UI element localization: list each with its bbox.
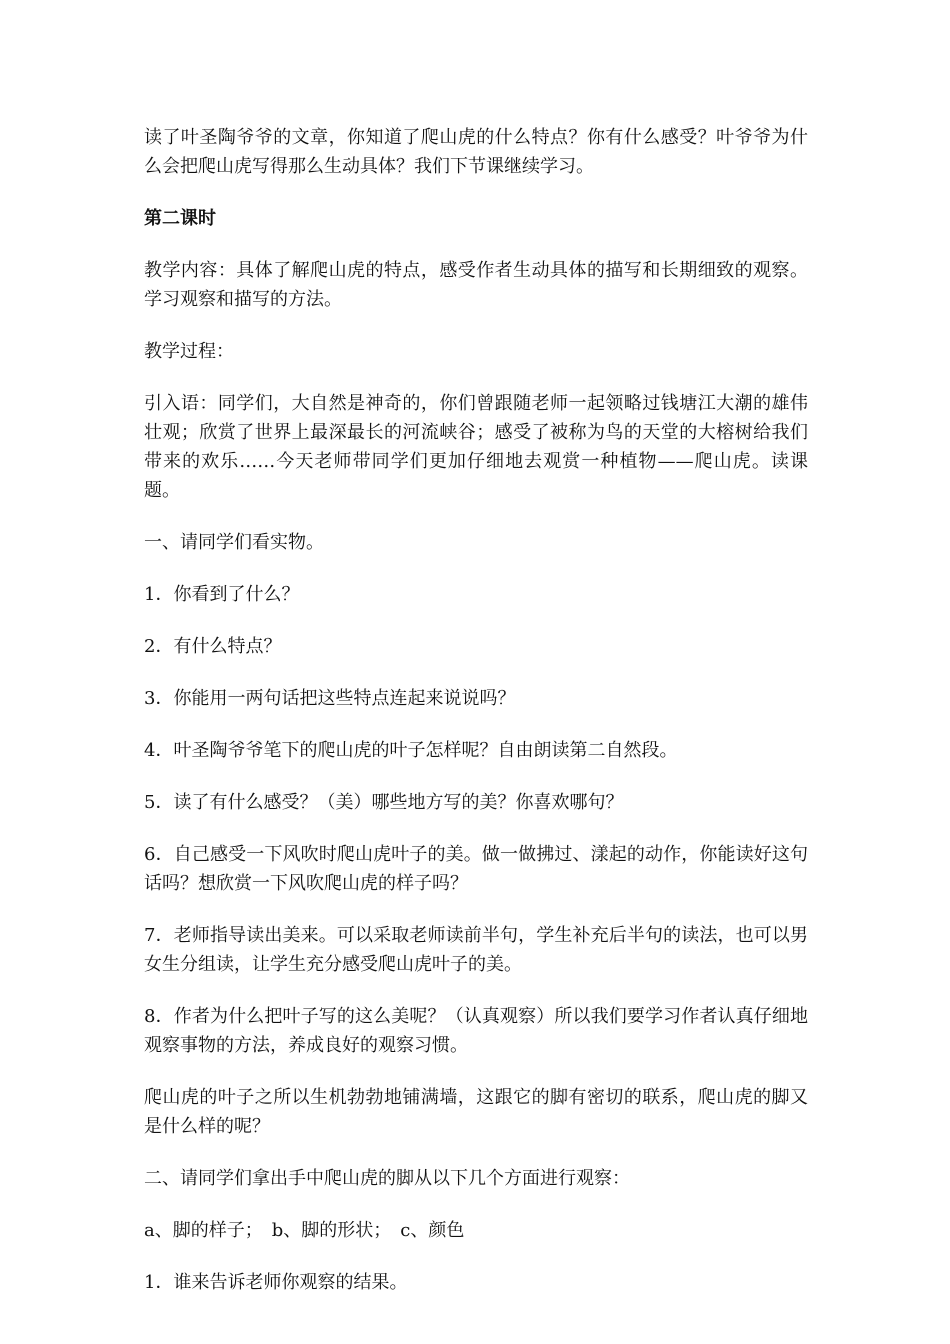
observation-aspects: a、脚的样子； b、脚的形状； c、颜色 xyxy=(144,1220,465,1241)
paragraph-transition: 爬山虎的叶子之所以生机勃勃地铺满墙，这跟它的脚有密切的联系，爬山虎的脚又是什么样的呢？ xyxy=(144,1087,808,1137)
list-item-observation-1: 1．谁来告诉老师你观察的结果。 xyxy=(144,1272,408,1293)
section-heading-lesson-two: 第二课时 xyxy=(144,208,216,229)
paragraph-teaching-content: 教学内容：具体了解爬山虎的特点，感受作者生动具体的描写和长期细致的观察。学习观察和描写的方法。 xyxy=(144,260,808,310)
list-item-5: 5．读了有什么感受？（美）哪些地方写的美？你喜欢哪句？ xyxy=(144,792,624,813)
document-body xyxy=(144,123,808,1320)
section-one-heading: 一、请同学们看实物。 xyxy=(144,532,324,553)
list-item-2: 2．有什么特点？ xyxy=(144,636,282,657)
paragraph-intro-summary: 读了叶圣陶爷爷的文章，你知道了爬山虎的什么特点？你有什么感受？叶爷爷为什么会把爬山虎写得那么生动具体？我们下节课继续学习。 xyxy=(144,127,808,177)
paragraph-teaching-process: 教学过程： xyxy=(144,341,234,362)
paragraph-introduction: 引入语：同学们，大自然是神奇的，你们曾跟随老师一起领略过钱塘江大潮的雄伟壮观；欣赏了世界上最深最长的河流峡谷；感受了被称为鸟的天堂的大榕树给我们带来的欢乐……今天老师带同学们更加仔细地去观赏一种植物——爬山虎。读课题。 xyxy=(144,393,808,501)
list-item-1: 1．你看到了什么？ xyxy=(144,584,300,605)
list-item-8: 8．作者为什么把叶子写的这么美呢？（认真观察）所以我们要学习作者认真仔细地观察事物的方法，养成良好的观察习惯。 xyxy=(144,1006,808,1056)
list-item-4: 4．叶圣陶爷爷笔下的爬山虎的叶子怎样呢？自由朗读第二自然段。 xyxy=(144,740,678,761)
section-two-heading: 二、请同学们拿出手中爬山虎的脚从以下几个方面进行观察： xyxy=(144,1168,630,1189)
list-item-7: 7．老师指导读出美来。可以采取老师读前半句，学生补充后半句的读法，也可以男女生分组读，让学生充分感受爬山虎叶子的美。 xyxy=(144,925,808,975)
list-item-6: 6．自己感受一下风吹时爬山虎叶子的美。做一做拂过、漾起的动作，你能读好这句话吗？想欣赏一下风吹爬山虎的样子吗？ xyxy=(144,844,808,894)
list-item-3: 3．你能用一两句话把这些特点连起来说说吗？ xyxy=(144,688,516,709)
